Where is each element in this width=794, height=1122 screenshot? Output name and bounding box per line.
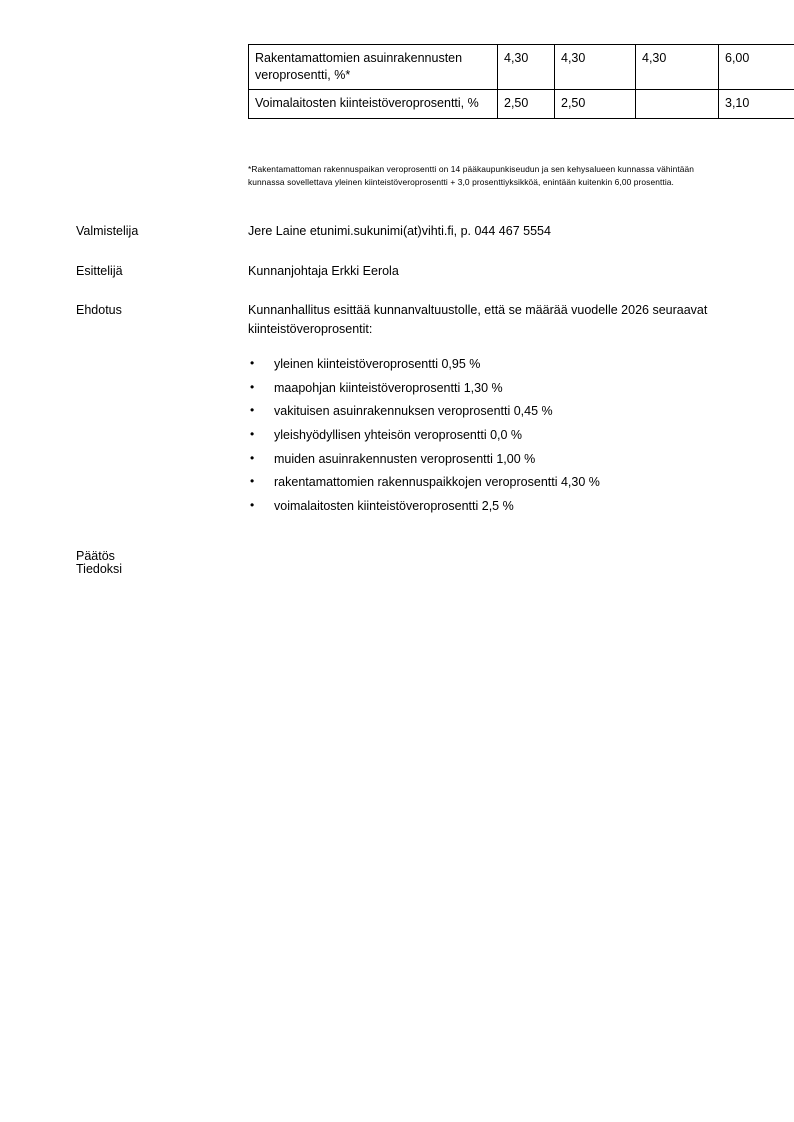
table-cell-label: Rakentamattomien asuinrakennusten veroprosentti, %* <box>249 45 498 90</box>
field-label-ehdotus: Ehdotus <box>76 303 122 317</box>
field-value-ehdotus: Kunnanhallitus esittää kunnanvaltuustolle, että se määrää vuodelle 2026 seuraavat kiinteistöveroprosentit: <box>248 303 708 337</box>
property-tax-table <box>248 44 794 119</box>
table-footnote: *Rakentamattoman rakennuspaikan veroprosentti on 14 pääkaupunkiseudun ja sen kehysalueen kunnassa vähintään kunnassa sovellettava yleinen kiinteistöveroprosentti + 3,0 prosenttiyksikköä, enintään kuitenkin 6,00 prosenttia. <box>248 164 695 188</box>
table-cell-value: 4,30 <box>555 45 636 90</box>
tax-rate-list <box>248 358 738 524</box>
list-item: • muiden asuinrakennusten veroprosentti 1,00 % <box>248 453 738 466</box>
list-item: • yleishyödyllisen yhteisön veroprosentti 0,0 % <box>248 429 738 442</box>
field-value-esittelija: Kunnanjohtaja Erkki Eerola <box>248 264 399 278</box>
table-cell-label: Voimalaitosten kiinteistöveroprosentti, % <box>249 90 498 119</box>
table-cell-value: 2,50 <box>555 90 636 119</box>
table-cell-value: 2,50 <box>498 90 555 119</box>
list-item: • voimalaitosten kiinteistöveroprosentti 2,5 % <box>248 500 738 513</box>
table-row <box>249 45 794 90</box>
table-row <box>249 90 794 119</box>
table-cell-value: 4,30 <box>498 45 555 90</box>
field-label-esittelija: Esittelijä <box>76 264 123 278</box>
table-cell-value <box>636 90 719 119</box>
field-label-valmistelija: Valmistelija <box>76 224 139 238</box>
table-cell-value: 6,00 <box>719 45 794 90</box>
list-item: • yleinen kiinteistöveroprosentti 0,95 % <box>248 358 738 371</box>
field-label-tiedoksi: Tiedoksi <box>76 562 123 576</box>
field-label-paatos: Päätös <box>76 549 115 563</box>
table-cell-value: 3,10 <box>719 90 794 119</box>
list-item: • rakentamattomien rakennuspaikkojen veroprosentti 4,30 % <box>248 476 738 489</box>
list-item: • vakituisen asuinrakennuksen veroprosentti 0,45 % <box>248 405 738 418</box>
table-cell-value: 4,30 <box>636 45 719 90</box>
list-item: • maapohjan kiinteistöveroprosentti 1,30 % <box>248 382 738 395</box>
field-value-valmistelija: Jere Laine etunimi.sukunimi(at)vihti.fi, p. 044 467 5554 <box>248 224 551 238</box>
